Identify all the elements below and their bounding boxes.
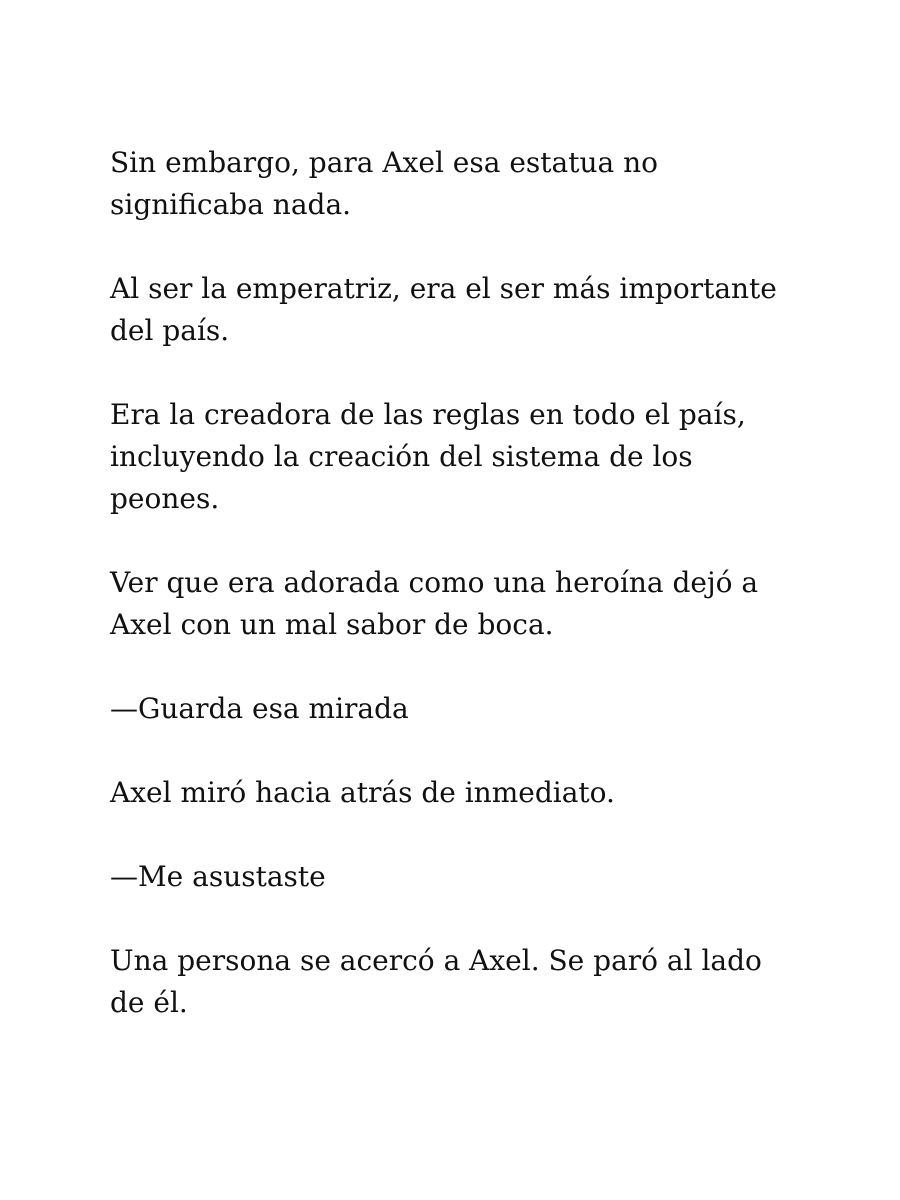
paragraph-1: Sin embargo, para Axel esa estatua no significaba nada. [110, 146, 658, 221]
paragraph-2: Al ser la emperatriz, era el ser más importante del país. [110, 272, 777, 347]
paragraph-8: Una persona se acercó a Axel. Se paró al lado de él. [110, 944, 762, 1019]
paragraph-7-dialogue: —Me asustaste [110, 860, 326, 893]
paragraph-5-dialogue: —Guarda esa mirada [110, 692, 409, 725]
paragraph-4: Ver que era adorada como una heroína dejó a Axel con un mal sabor de boca. [110, 566, 759, 641]
paragraph-3: Era la creadora de las reglas en todo el país, incluyendo la creación del sistema de los peones. [110, 398, 746, 515]
paragraph-6: Axel miró hacia atrás de inmediato. [110, 776, 615, 809]
